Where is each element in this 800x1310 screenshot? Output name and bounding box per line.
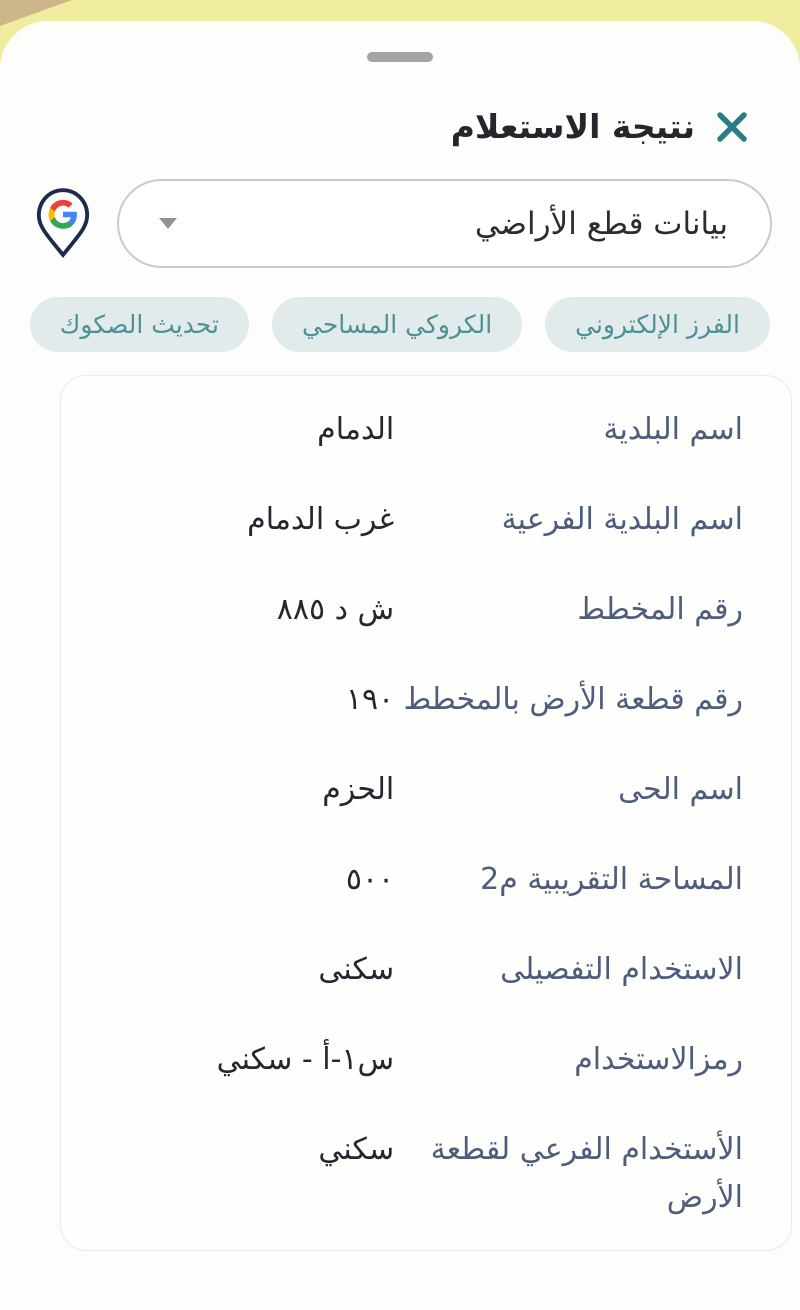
detail-value: الحزم [322, 772, 395, 807]
detail-value: ١٩٠ [345, 682, 395, 717]
detail-row-sub-municipality [97, 496, 743, 544]
chevron-down-icon [159, 218, 177, 229]
detail-label: رقم قطعة الأرض بالمخطط [403, 682, 743, 717]
drag-handle[interactable] [367, 52, 433, 62]
detail-row-plan-number [97, 586, 743, 634]
sheet-title: نتيجة الاستعلام [450, 107, 695, 146]
detail-label: الاستخدام التفصيلى [500, 952, 743, 987]
layer-select-value: بيانات قطع الأراضي [474, 205, 728, 242]
detail-label: اسم البلدية [603, 412, 743, 447]
deeds-update-button[interactable]: تحديث الصكوك [30, 297, 249, 352]
detail-value: الدمام [317, 412, 395, 447]
parcel-details-card [60, 375, 792, 1251]
detail-row-detailed-use [97, 946, 743, 994]
action-chips [0, 297, 800, 352]
detail-row-district [97, 766, 743, 814]
detail-row-area [97, 856, 743, 904]
query-result-sheet [0, 21, 800, 1310]
detail-row-sub-use [97, 1126, 743, 1222]
close-icon [716, 111, 748, 143]
detail-row-municipality [97, 406, 743, 454]
google-maps-button[interactable] [34, 186, 92, 262]
electronic-sorting-button[interactable]: الفرز الإلكتروني [545, 297, 770, 352]
detail-value: غرب الدمام [247, 502, 395, 537]
detail-row-parcel-number [97, 676, 743, 724]
detail-row-use-code [97, 1036, 743, 1084]
detail-label: المساحة التقريبية م2 [480, 862, 743, 897]
detail-label: رقم المخطط [577, 592, 743, 627]
detail-value: سكنى [318, 952, 395, 987]
detail-label: اسم البلدية الفرعية [501, 502, 743, 537]
detail-value: ٥٠٠ [345, 862, 395, 897]
survey-sketch-button[interactable]: الكروكي المساحي [272, 297, 522, 352]
google-maps-pin-icon [34, 186, 92, 262]
layer-select[interactable] [117, 179, 772, 268]
detail-value: س١-أ - سكني [216, 1042, 395, 1077]
detail-label: رمزالاستخدام [574, 1042, 743, 1077]
close-button[interactable] [716, 111, 748, 143]
detail-label: اسم الحى [618, 772, 743, 807]
sheet-header [0, 103, 800, 151]
layer-select-row [0, 179, 800, 268]
detail-value: ش د ٨٨٥ [276, 592, 395, 627]
detail-value: سكني [318, 1132, 395, 1167]
detail-label: الأستخدام الفرعي لقطعة الأرض [430, 1132, 743, 1215]
